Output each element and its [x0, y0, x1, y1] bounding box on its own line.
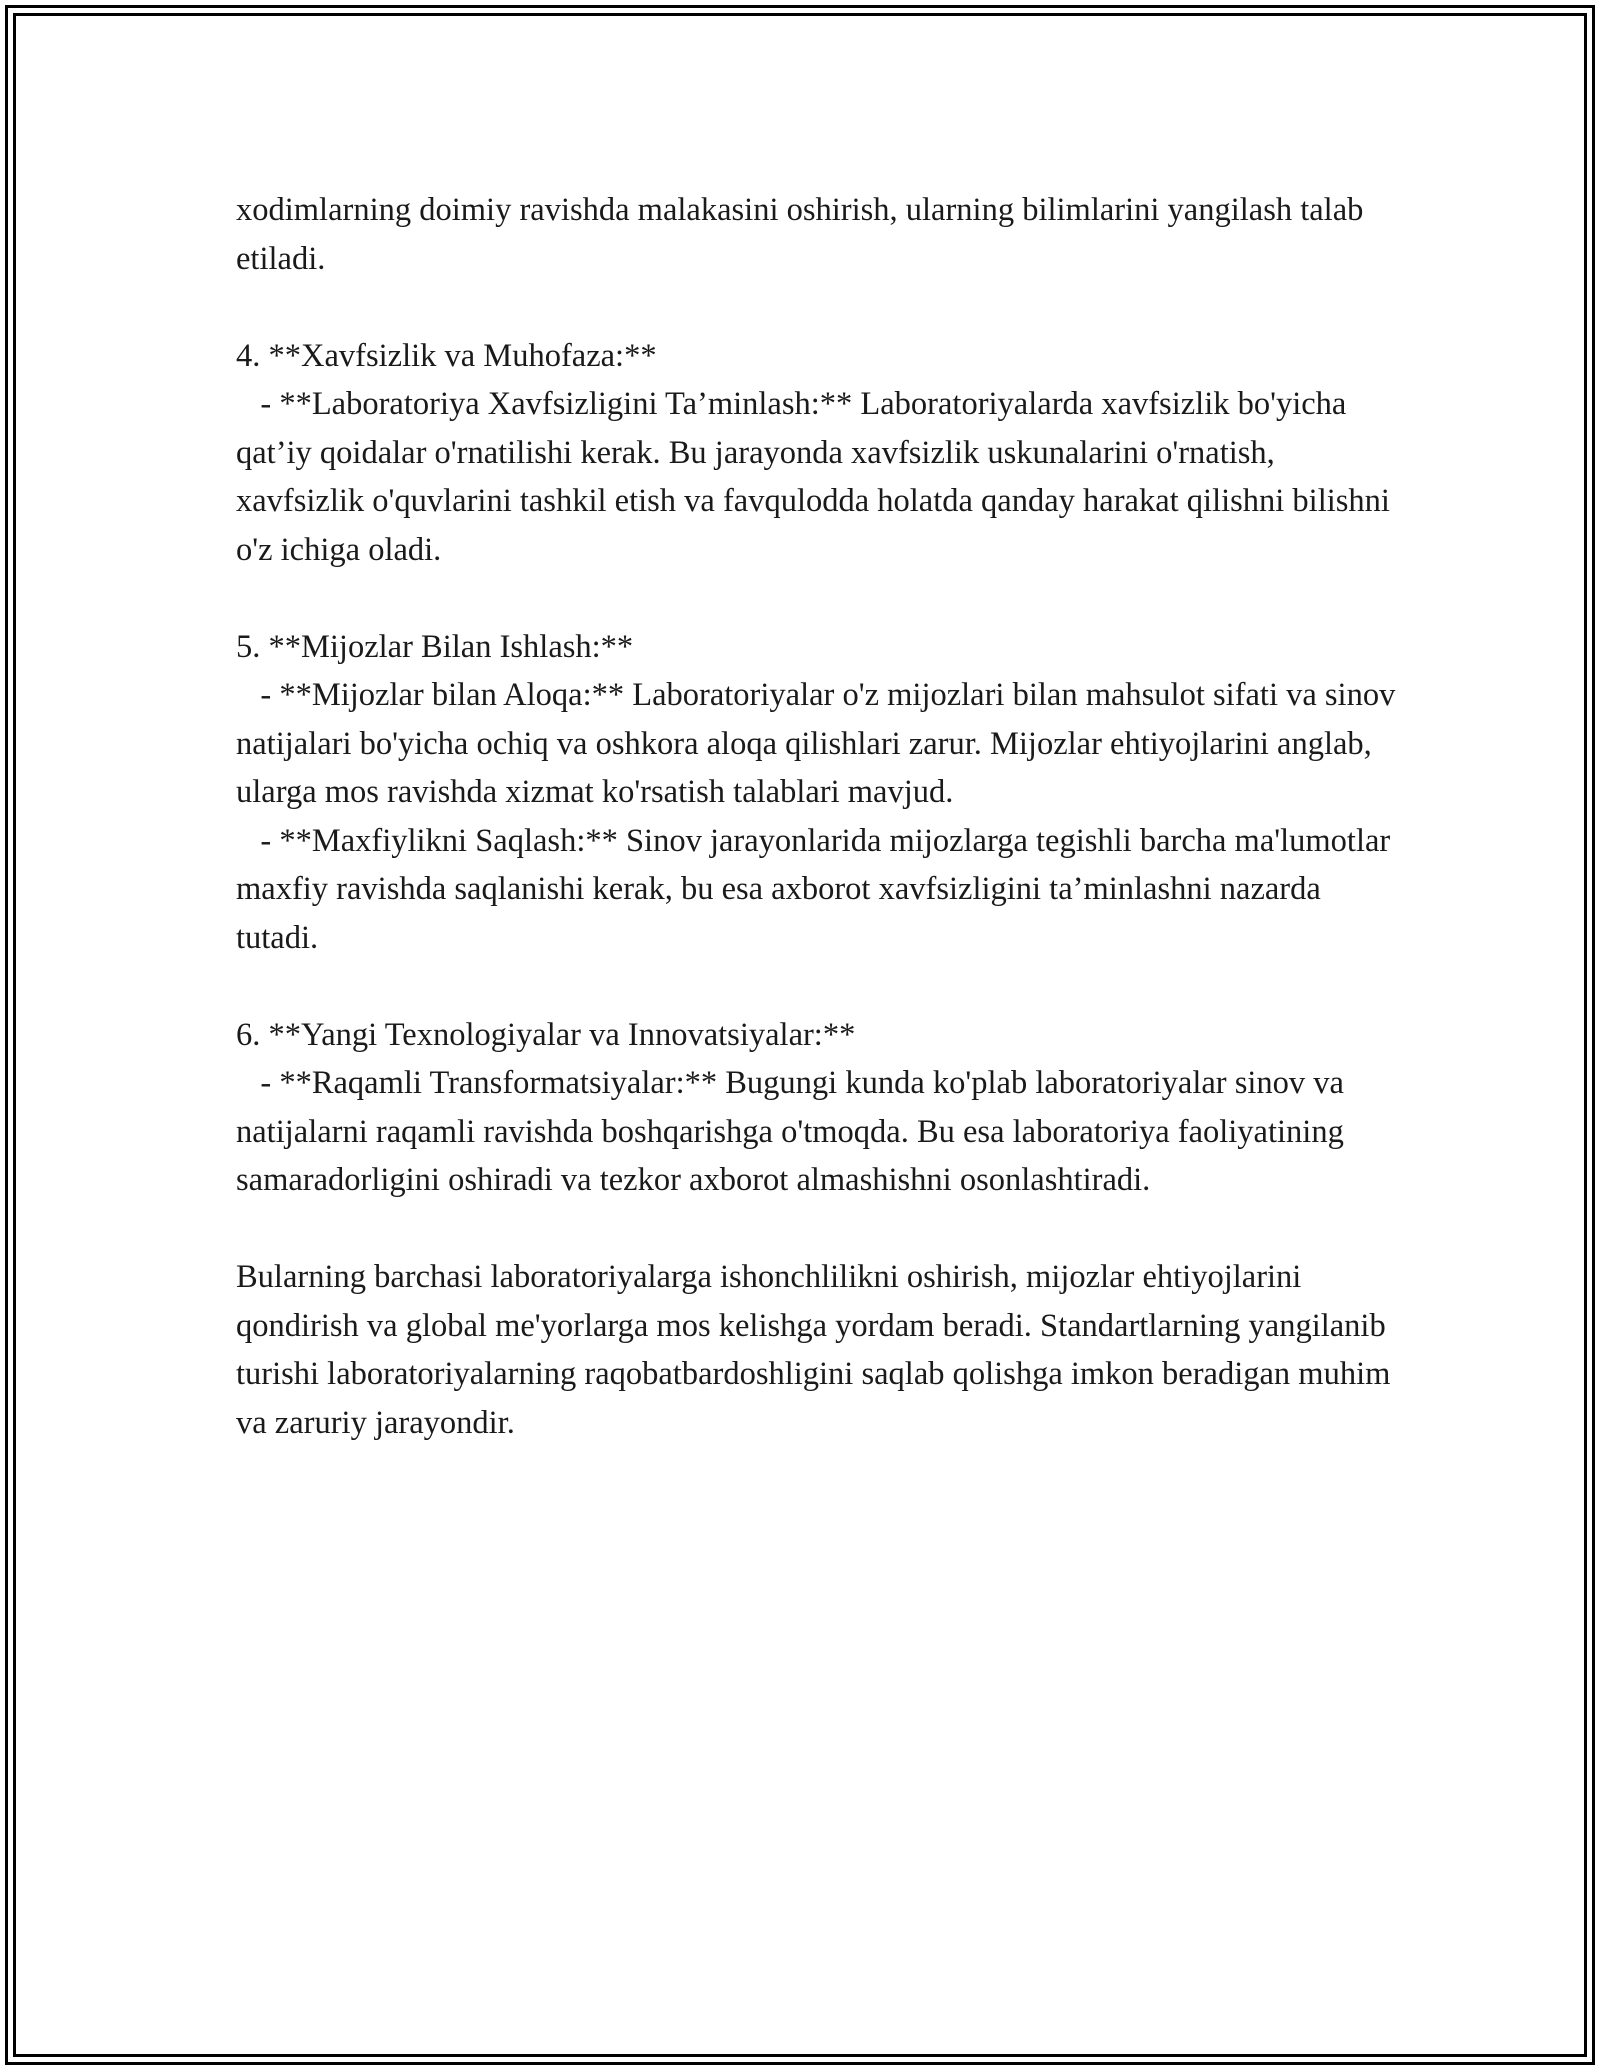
paragraph-gap: [236, 1205, 1396, 1254]
heading-section-4: 4. **Xavfsizlik va Muhofaza:**: [236, 337, 657, 374]
list-item-confidentiality: - **Maxfiylikni Saqlash:** Sinov jarayonlarida mijozlarga tegishli barcha ma'lumotlar maxfiy ravishda saqlanishi kerak, bu esa axborot xavfsizligini ta’minlashni nazarda tutadi.: [236, 822, 1399, 956]
paragraph-gap: [236, 574, 1396, 623]
paragraph-gap: [236, 283, 1396, 332]
list-item-client-communication: - **Mijozlar bilan Aloqa:** Laboratoriyalar o'z mijozlari bilan mahsulot sifati va sinov natijalari bo'yicha ochiq va oshkora aloqa qilishlari zarur. Mijozlar ehtiyojlarini anglab, ularga mos ravishda xizmat ko'rsatish talablari mavjud.: [236, 677, 1404, 810]
list-item-lab-safety: - **Laboratoriya Xavfsizligini Ta’minlash:** Laboratoriyalarda xavfsizlik bo'yicha qat’iy qoidalar o'rnatilishi kerak. Bu jarayonda xavfsizlik uskunalarini o'rnatish, xavfsizlik o'quvlarini tashkil etish va favqulodda holatda qanday harakat qilishni bilishni o'z ichiga oladi.: [236, 386, 1399, 568]
paragraph-gap: [236, 962, 1396, 1011]
heading-section-5: 5. **Mijozlar Bilan Ishlash:**: [236, 628, 634, 665]
document-body: [236, 186, 1404, 1447]
list-item-digital-transformation: - **Raqamli Transformatsiyalar:** Bugungi kunda ko'plab laboratoriyalar sinov va natijalarni raqamli ravishda boshqarishga o'tmoqda. Bu esa laboratoriya faoliyatining samaradorligini oshiradi va tezkor axborot almashishni osonlashtiradi.: [236, 1065, 1353, 1198]
paragraph-intro-continuation: xodimlarning doimiy ravishda malakasini oshirish, ularning bilimlarini yangilash talab etiladi.: [236, 192, 1372, 277]
paragraph-conclusion: Bularning barchasi laboratoriyalarga ishonchlilikni oshirish, mijozlar ehtiyojlarini qondirish va global me'yorlarga mos kelishga yordam beradi. Standartlarning yangilanib turishi laboratoriyalarning raqobatbardoshligini saqlab qolishga imkon beradigan muhim va zaruriy jarayondir.: [236, 1259, 1399, 1441]
heading-section-6: 6. **Yangi Texnologiyalar va Innovatsiyalar:**: [236, 1016, 856, 1053]
